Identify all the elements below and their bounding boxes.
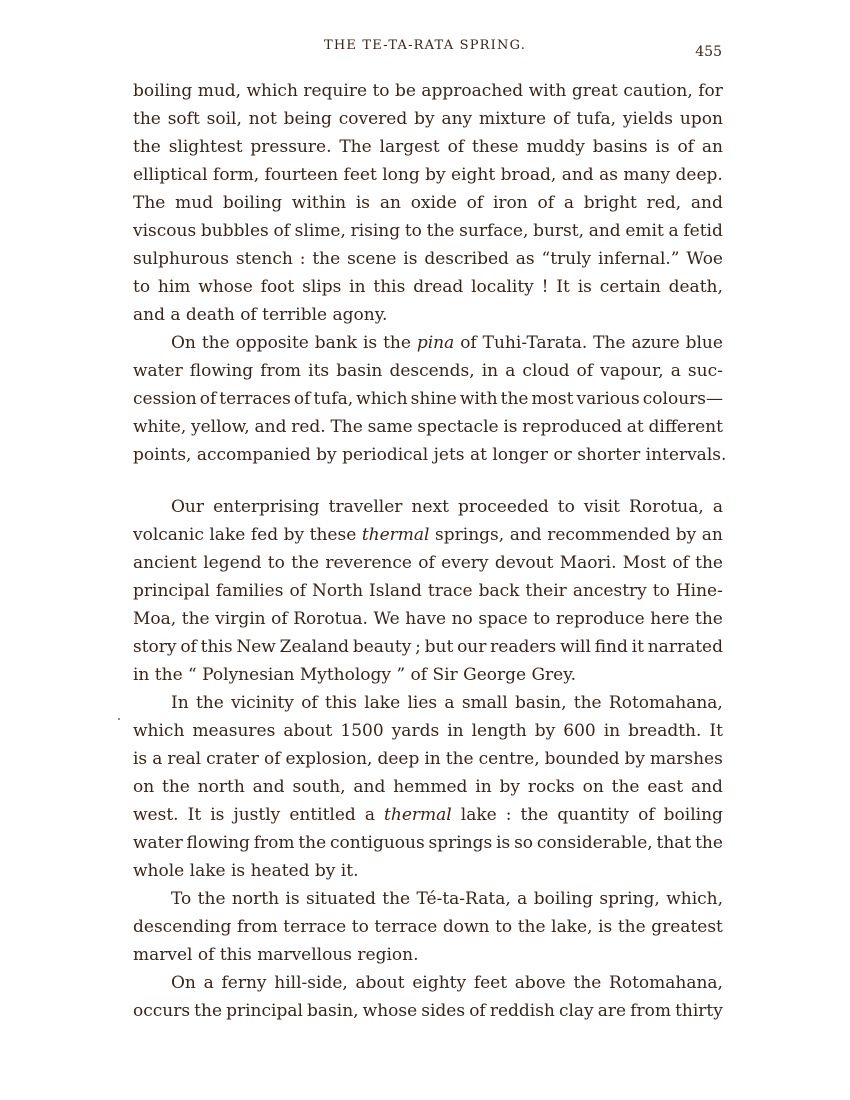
text-line: On a ferny hill-side, about eighty feet above the Rotomahana, <box>171 973 723 993</box>
text-line: On the opposite bank is the pina of Tuhi-Tarata. The azure blue <box>171 333 723 353</box>
text-line: marvel of this marvellous region. <box>133 945 419 965</box>
text-line: to him whose foot slips in this dread locality ! It is certain death, <box>133 277 723 297</box>
text-line: the slightest pressure. The largest of these muddy basins is of an <box>133 137 723 157</box>
paragraph <box>133 969 723 1025</box>
text-line: sulphurous stench : the scene is described as “truly infernal.” Woe <box>133 249 723 269</box>
text-line: which measures about 1500 yards in length by 600 in breadth. It <box>133 721 723 741</box>
running-title: THE TE-TA-RATA SPRING. <box>323 38 527 53</box>
text-line: boiling mud, which require to be approached with great caution, for <box>133 81 723 101</box>
text-line: To the north is situated the Té-ta-Rata, a boiling spring, which, <box>171 889 723 909</box>
margin-speck <box>118 718 120 720</box>
text-line: In the vicinity of this lake lies a small basin, the Rotomahana, <box>171 693 723 713</box>
body-text <box>133 77 727 1025</box>
paragraph <box>133 885 723 969</box>
text-line: in the “ Polynesian Mythology ” of Sir George Grey. <box>133 665 576 685</box>
text-line: The mud boiling within is an oxide of iron of a bright red, and <box>133 193 723 213</box>
text-line: Our enterprising traveller next proceeded to visit Rorotua, a <box>171 497 723 517</box>
text-line: Moa, the virgin of Rorotua. We have no space to reproduce here the <box>133 609 723 629</box>
text-line: water flowing from its basin descends, in a cloud of vapour, a suc- <box>133 361 723 381</box>
text-line: on the north and south, and hemmed in by rocks on the east and <box>133 777 723 797</box>
page-header <box>0 34 850 60</box>
text-line: whole lake is heated by it. <box>133 861 359 881</box>
text-line: is a real crater of explosion, deep in the centre, bounded by marshes <box>133 749 723 769</box>
paragraph <box>133 689 723 885</box>
text-line: points, accompanied by periodical jets at longer or shorter intervals. <box>133 445 727 465</box>
text-line: volcanic lake fed by these thermal springs, and recommended by an <box>133 525 723 545</box>
section-gap <box>133 469 723 493</box>
paragraph <box>133 77 723 329</box>
text-line: cession of terraces of tufa, which shine with the most various colours— <box>133 389 723 409</box>
text-line: story of this New Zealand beauty ; but our readers will find it narrated <box>133 637 723 657</box>
paragraph <box>133 329 727 469</box>
text-line: elliptical form, fourteen feet long by eight broad, and as many deep. <box>133 165 723 185</box>
text-line: principal families of North Island trace back their ancestry to Hine- <box>133 581 723 601</box>
text-line: west. It is justly entitled a thermal lake : the quantity of boiling <box>133 805 723 825</box>
page-number: 455 <box>695 44 722 60</box>
text-line: viscous bubbles of slime, rising to the surface, burst, and emit a fetid <box>133 221 723 241</box>
text-line: descending from terrace to terrace down to the lake, is the greatest <box>133 917 723 937</box>
text-line: ancient legend to the reverence of every devout Maori. Most of the <box>133 553 723 573</box>
text-line: water flowing from the contiguous springs is so considerable, that the <box>133 833 723 853</box>
text-line: and a death of terrible agony. <box>133 305 388 325</box>
text-line: the soft soil, not being covered by any mixture of tufa, yields upon <box>133 109 723 129</box>
paragraph <box>133 493 723 689</box>
text-line: white, yellow, and red. The same spectacle is reproduced at different <box>133 417 723 437</box>
text-line: occurs the principal basin, whose sides of reddish clay are from thirty <box>133 1001 723 1021</box>
